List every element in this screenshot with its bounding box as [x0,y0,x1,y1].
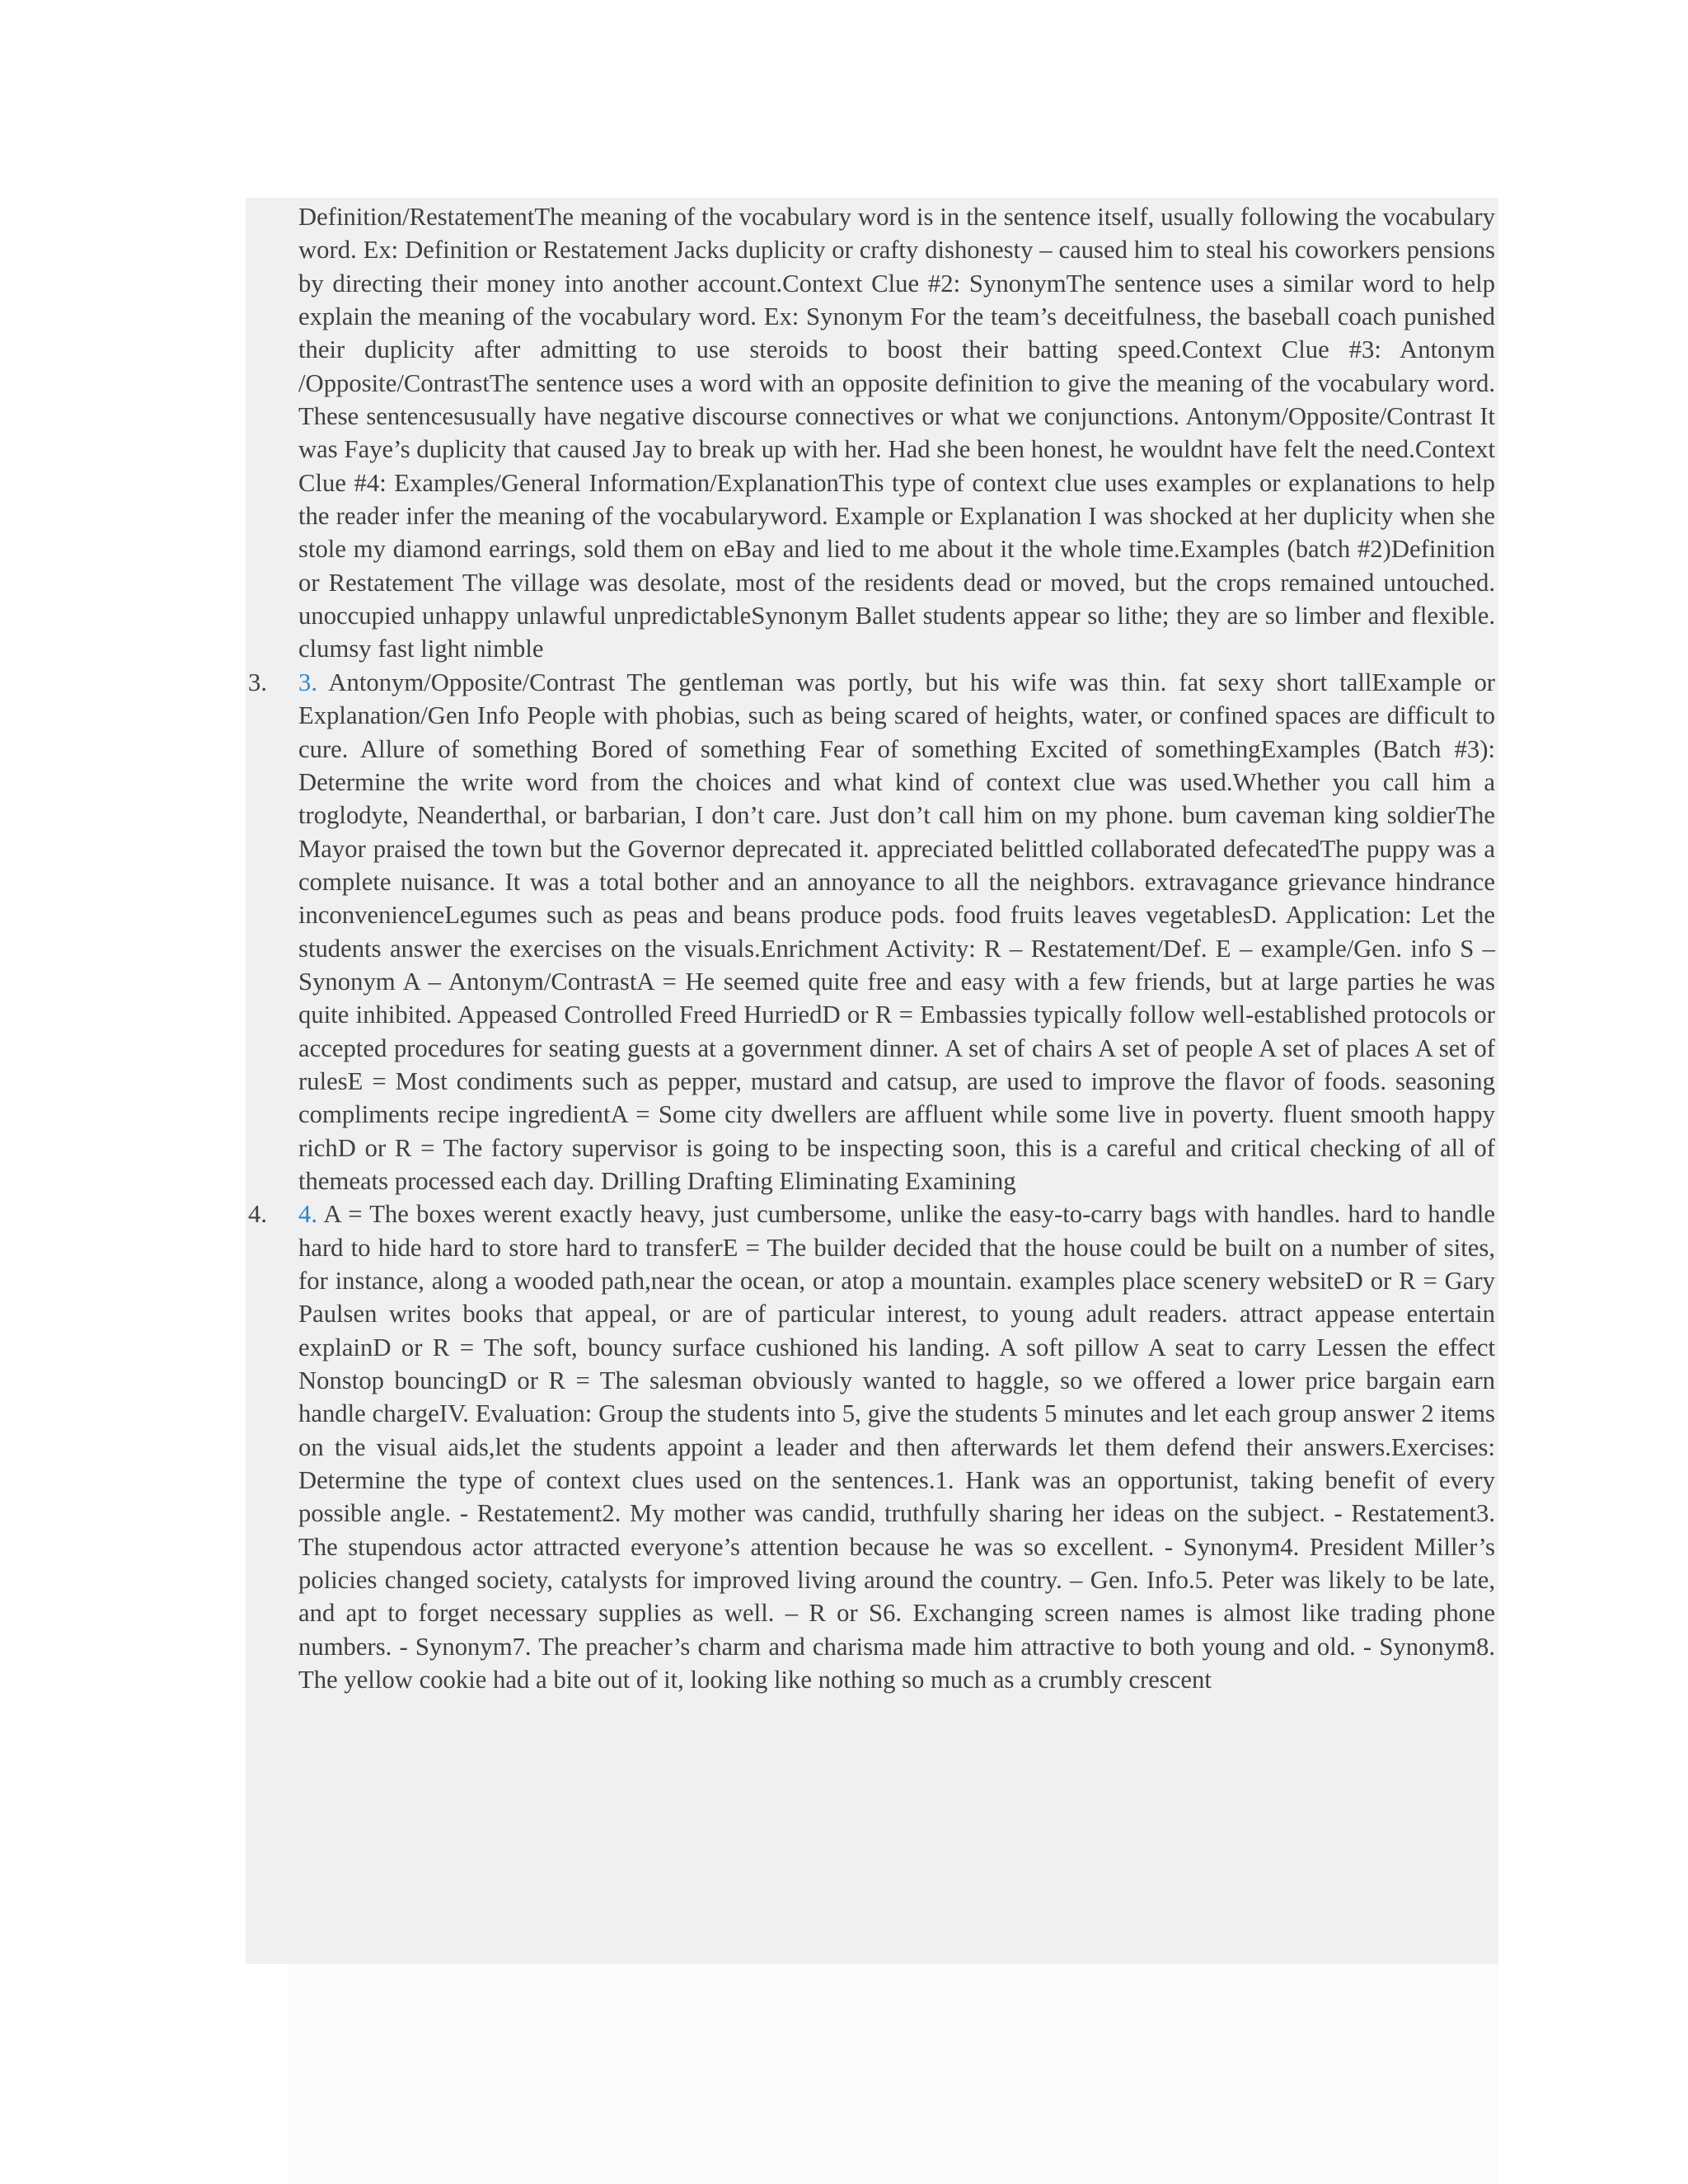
list-number: 3. [248,668,268,696]
list-item-text: Antonym/Opposite/Contrast The gentleman was portly, but his wife was thin. fat sexy short tallExample or Explanation/Gen Info People with phobias, such as being scared of heights, water, or confined spaces are difficult to cure. Allure of something Bored of something Fear of something Excited of somethingExamples (Batch #3): Determine the write word from the choices and what kind of context clue was used.Whether you call him a troglodyte, Neanderthal, or barbarian, I don’t care. Just don’t call him on my phone. bum caveman king soldierThe Mayor praised the town but the Governor deprecated it. appreciated belittled collaborated defecatedThe puppy was a complete nuisance. It was a total bother and an annoyance to all the neighbors. extravagance grievance hindrance inconvenienceLegumes such as peas and beans produce pods. food fruits leaves vegetablesD. Application: Let the students answer the exercises on the visuals.Enrichment Activity: R – Restatement/Def. E – example/Gen. info S – Synonym A – Antonym/ContrastA = He seemed quite free and easy with a few friends, but at large parties he was quite inhibited. Appeased Controlled Freed HurriedD or R = Embassies typically follow well-established protocols or accepted procedures for seating guests at a government dinner. A set of chairs A set of people A set of places A set of rulesE = Most condiments such as pepper, mustard and catsup, are used to improve the flavor of foods. seasoning compliments recipe ingredientA = Some city dwellers are affluent while some live in poverty. fluent smooth happy richD or R = The factory supervisor is going to be inspecting soon, this is a careful and critical checking of all of themeats processed each day. Drilling Drafting Eliminating Examining [298,668,1496,1195]
item-number-link[interactable]: 3. [298,668,318,696]
list-item-4 [246,1197,1495,1696]
list-item-text: A = The boxes werent exactly heavy, just cumbersome, unlike the easy-to-carry bags with handles. hard to handle hard to hide hard to store hard to transferE = The builder decided that the house could be built on a number of sites, for instance, along a wooded path,near the ocean, or atop a mountain. examples place scenery websiteD or R = Gary Paulsen writes books that appeal, or are of particular interest, to young adult readers. attract appease entertain explainD or R = The soft, bouncy surface cushioned his landing. A soft pillow A seat to carry Lessen the effect Nonstop bouncingD or R = The salesman obviously wanted to haggle, so we offered a lower price bargain earn handle chargeIV. Evaluation: Group the students into 5, give the students 5 minutes and let each group answer 2 items on the visual aids,let the students appoint a leader and then afterwards let them defend their answers.Exercises: Determine the type of context clues used on the sentences.1. Hank was an opportunist, taking benefit of every possible angle. - Restatement2. My mother was candid, truthfully sharing her ideas on the subject. - Restatement3. The stupendous actor attracted everyone’s attention because he was so excellent. - Synonym4. President Miller’s policies changed society, catalysts for improved living around the country. – Gen. Info.5. Peter was likely to be late, and apt to forget necessary supplies as well. – R or S6. Exchanging screen names is almost like trading phone numbers. - Synonym7. The preacher’s charm and charisma made him attractive to both young and old. - Synonym8. The yellow cookie had a bite out of it, looking like nothing so much as a crumbly crescent [298,1200,1496,1694]
list-item-continued [246,200,1495,666]
list-item-text: Definition/RestatementThe meaning of the vocabulary word is in the sentence itself, usually following the vocabulary word. Ex: Definition or Restatement Jacks duplicity or crafty dishonesty – caused him to steal his coworkers pensions by directing their money into another account.Context Clue #2: SynonymThe sentence uses a similar word to help explain the meaning of the vocabulary word. Ex: Synonym For the team’s deceitfulness, the baseball coach punished their duplicity after admitting to use steroids to boost their batting speed.Context Clue #3: Antonym /Opposite/ContrastThe sentence uses a word with an opposite definition to give the meaning of the vocabulary word. These sentencesusually have negative discourse connectives or what we conjunctions. Antonym/Opposite/Contrast It was Faye’s duplicity that caused Jay to break up with her. Had she been honest, he wouldnt have felt the need.Context Clue #4: Examples/General Information/ExplanationThis type of context clue uses examples or explanations to help the reader infer the meaning of the vocabularyword. Example or Explanation I was shocked at her duplicity when she stole my diamond earrings, sold them on eBay and lied to me about it the whole time.Examples (batch #2)Definition or Restatement The village was desolate, most of the residents dead or moved, but the crops remained untouched. unoccupied unhappy unlawful unpredictableSynonym Ballet students appear so lithe; they are so limber and flexible. clumsy fast light nimble [298,203,1495,663]
item-number-link[interactable]: 4. [298,1200,318,1229]
lower-shade-block [288,1964,1498,2184]
list-number: 4. [248,1200,268,1229]
numbered-list [246,200,1495,1696]
list-item-3 [246,666,1495,1198]
